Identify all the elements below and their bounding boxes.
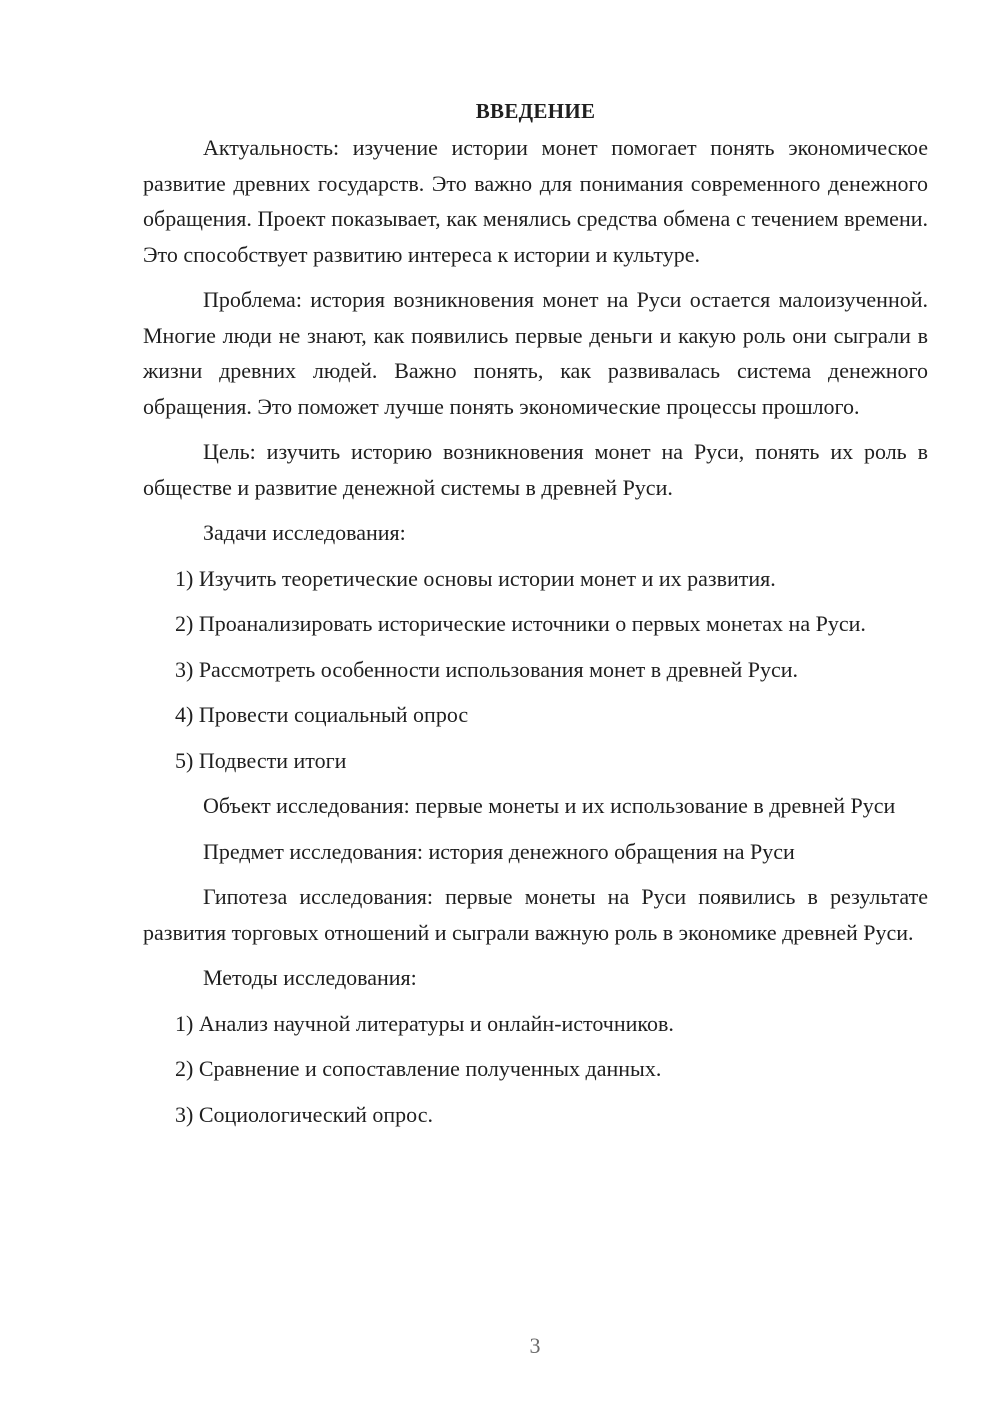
goal-paragraph: Цель: изучить историю возникновения монет на Руси, понять их роль в обществе и развитие денежной системы в древней Руси. <box>143 439 928 500</box>
task-item-3: 3) Рассмотреть особенности использования монет в древней Руси. <box>175 656 799 682</box>
page-number: 3 <box>529 1333 541 1358</box>
method-item-3: 3) Социологический опрос. <box>175 1101 433 1127</box>
hypothesis-paragraph: Гипотеза исследования: первые монеты на Руси появились в результате развития торговых отношений и сыграли важную роль в экономике древней Руси. <box>143 884 928 945</box>
task-item-4: 4) Провести социальный опрос <box>175 702 469 727</box>
subject-paragraph: Предмет исследования: история денежного обращения на Руси <box>203 838 795 864</box>
task-item-5: 5) Подвести итоги <box>175 747 347 773</box>
problem-paragraph: Проблема: история возникновения монет на Руси остается малоизученной. Многие люди не знают, как появились первые деньги и какую роль они сыграли в жизни древних людей. Важно понять, как развивалась система денежного обращения. Это поможет лучше понять экономические процессы прошлого. <box>143 287 928 419</box>
task-item-2: 2) Проанализировать исторические источники о первых монетах на Руси. <box>175 611 866 636</box>
relevance-paragraph: Актуальность: изучение истории монет помогает понять экономическое развитие древних государств. Это важно для понимания современного денежного обращения. Проект показывает, как менялись средства обмена с течением времени. Это способствует развитию интереса к истории и культуре. <box>143 135 928 267</box>
method-item-2: 2) Сравнение и сопоставление полученных данных. <box>175 1056 662 1081</box>
task-item-1: 1) Изучить теоретические основы истории монет и их развития. <box>175 565 776 591</box>
tasks-heading: Задачи исследования: <box>203 520 406 545</box>
section-title: ВВЕДЕНИЕ <box>475 99 596 123</box>
methods-heading: Методы исследования: <box>203 965 417 990</box>
document-page <box>143 96 928 1142</box>
object-paragraph: Объект исследования: первые монеты и их использование в древней Руси <box>203 793 896 818</box>
method-item-1: 1) Анализ научной литературы и онлайн-источников. <box>175 1010 674 1036</box>
